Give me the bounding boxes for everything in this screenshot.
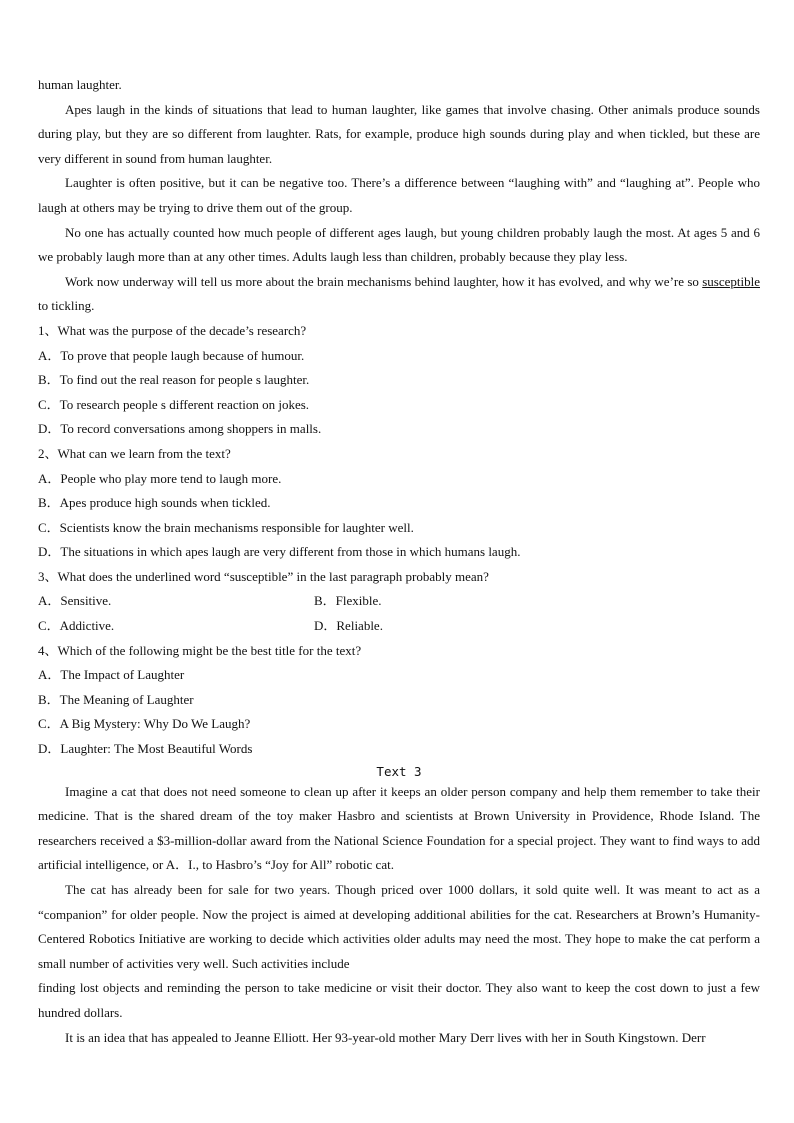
question-2-option-c: C．Scientists know the brain mechanisms responsible for laughter well. <box>38 519 414 535</box>
question-3-option-c: C．Addictive. <box>38 618 115 634</box>
question-1-stem: 1、What was the purpose of the decade’s research? <box>38 322 307 338</box>
passage-paragraph-negative-laughter: Laughter is often positive, but it can be negative too. There’s a difference between “laughing with” and “laughing at”. People who laugh at others may be trying to drive them out of the group. <box>38 175 760 215</box>
document-page <box>38 73 760 1050</box>
question-3-stem: 3、What does the underlined word “susceptible” in the last paragraph probably mean? <box>38 568 489 584</box>
question-3-option-b: B．Flexible. <box>314 593 382 609</box>
question-3-options-row-2 <box>38 614 760 639</box>
text3-paragraph-jeanne-elliott: It is an idea that has appealed to Jeanne Elliott. Her 93-year-old mother Mary Derr lives with her in South Kingstown. Derr <box>65 1029 706 1045</box>
text3-paragraph-robotic-cat: Imagine a cat that does not need someone to clean up after it keeps an older person company and help them remember to take their medicine. That is the shared dream of the toy maker Hasbro and scientists at Brown University in Providence, Rhode Island. The researchers received a $3-million-dollar award from the National Science Foundation for a special project. They want to find ways to add artificial intelligence, or A．I., to Hasbro’s “Joy for All” robotic cat. <box>38 783 760 873</box>
question-3-options-row-1 <box>38 589 760 614</box>
question-4-option-c: C．A Big Mystery: Why Do We Laugh? <box>38 716 251 732</box>
question-4-option-b: B．The Meaning of Laughter <box>38 691 194 707</box>
question-1-option-d: D．To record conversations among shoppers in malls. <box>38 421 322 437</box>
question-2-stem: 2、What can we learn from the text? <box>38 445 231 461</box>
text3-paragraph-companion-continued: finding lost objects and reminding the person to take medicine or visit their doctor. They also want to keep the cost down to just a few hundred dollars. <box>38 980 760 1020</box>
section-heading-text-3: Text 3 <box>376 763 422 779</box>
passage-paragraph-research <box>38 270 760 319</box>
underlined-word-susceptible: susceptible <box>702 273 760 289</box>
passage-paragraph-ages: No one has actually counted how much people of different ages laugh, but young children probably laugh the most. At ages 5 and 6 we probably laugh more than at any other times. Adults laugh less than children, probably because they play less. <box>38 224 760 265</box>
question-4-option-a: A．The Impact of Laughter <box>38 667 185 683</box>
question-4-stem: 4、Which of the following might be the best title for the text? <box>38 642 362 658</box>
paragraph-text-end: to tickling. <box>38 298 95 314</box>
question-3-option-d: D．Reliable. <box>314 618 383 634</box>
passage-paragraph-apes: Apes laugh in the kinds of situations that lead to human laughter, like games that involve chasing. Other animals produce sounds during play, but they are so different from laughter. Rats, for example, produce high sounds during play and when tickled, but these are very different in sound from human laughter. <box>38 101 760 166</box>
question-4-option-d: D．Laughter: The Most Beautiful Words <box>38 741 253 757</box>
question-2-option-d: D．The situations in which apes laugh are very different from those in which humans laugh. <box>38 544 521 560</box>
passage-continuation: human laughter. <box>38 77 122 92</box>
question-2-option-a: A．People who play more tend to laugh more. <box>38 470 282 486</box>
question-3-option-a: A．Sensitive. <box>38 593 112 609</box>
paragraph-text-start: Work now underway will tell us more about the brain mechanisms behind laughter, how it has evolved, and why we’re so <box>65 273 703 289</box>
question-2-option-b: B．Apes produce high sounds when tickled. <box>38 495 271 511</box>
question-1-option-c: C．To research people s different reaction on jokes. <box>38 396 310 412</box>
question-1-option-a: A．To prove that people laugh because of humour. <box>38 347 305 363</box>
question-1-option-b: B．To find out the real reason for people s laughter. <box>38 372 310 388</box>
text3-paragraph-companion: The cat has already been for sale for two years. Though priced over 1000 dollars, it sold quite well. It was meant to act as a “companion” for older people. Now the project is aimed at developing additional abilities for the cat. Researchers at Brown’s Humanity-Centered Robotics Initiative are working to decide which activities older adults may need the most. They hope to make the cat perform a small number of activities very well. Such activities include <box>38 882 760 971</box>
